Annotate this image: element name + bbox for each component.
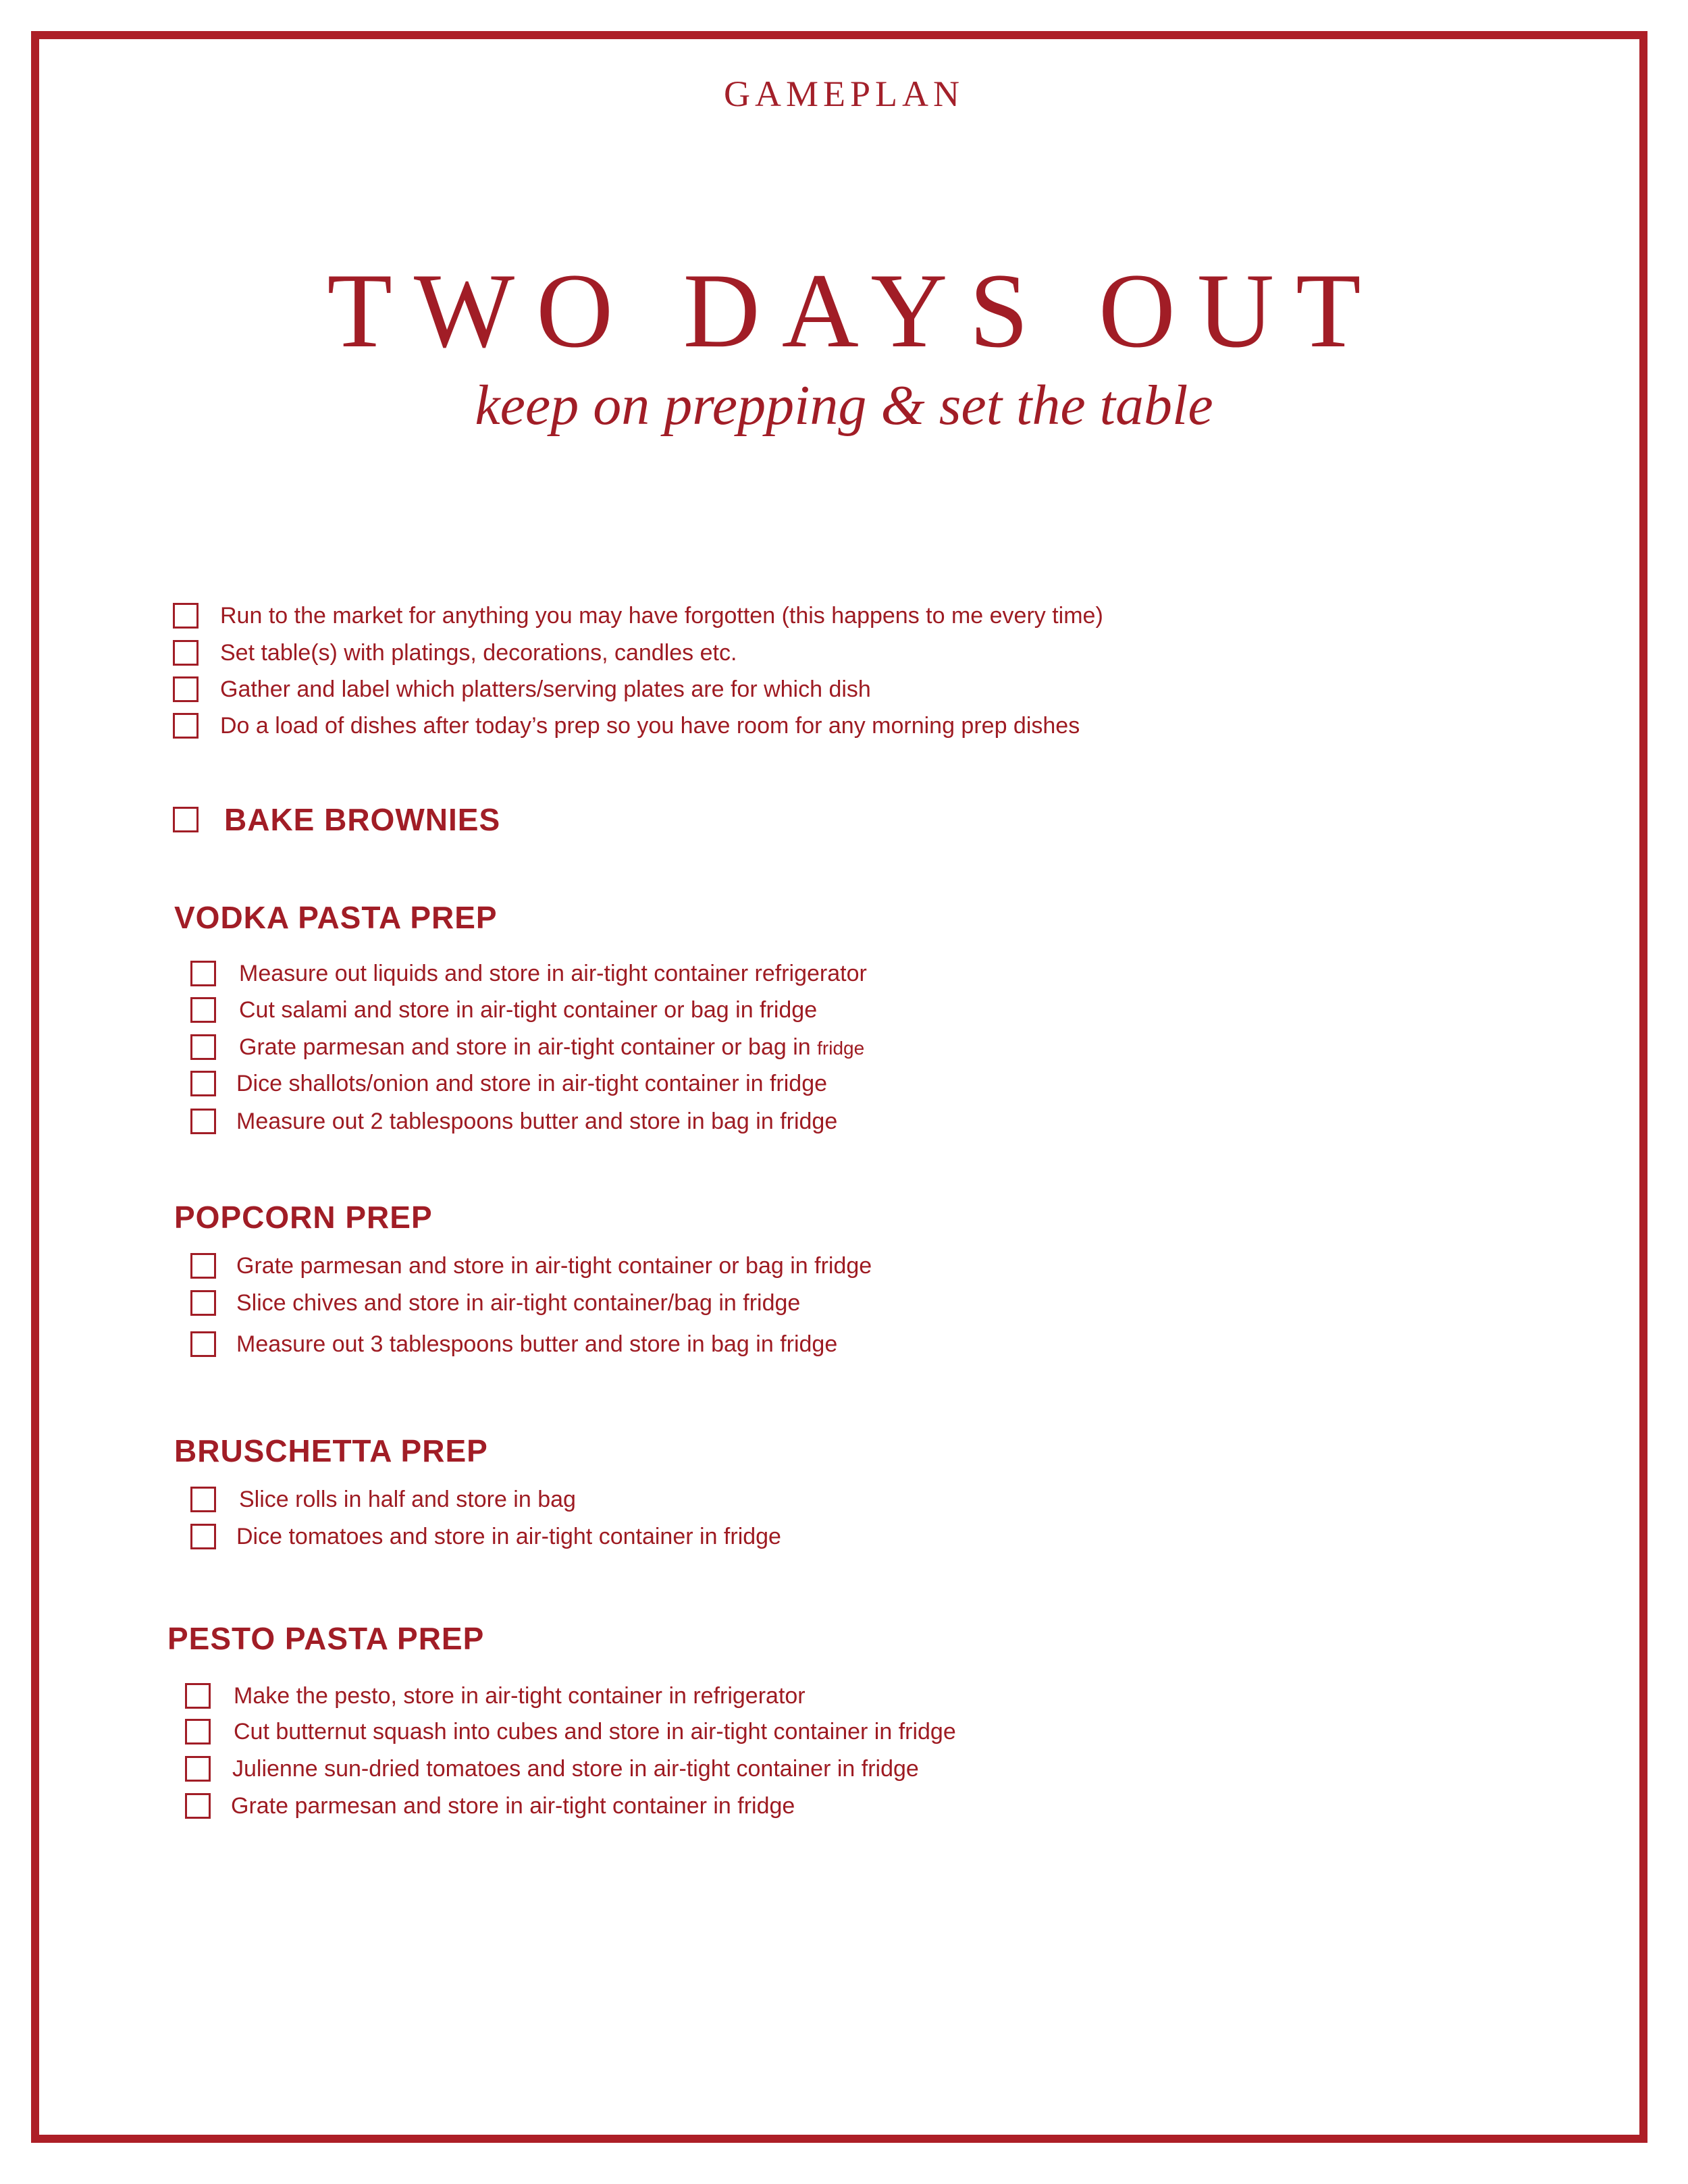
task-label: Cut butternut squash into cubes and store in air-tight container in fridge xyxy=(234,1719,956,1744)
task-label: Slice chives and store in air-tight container/bag in fridge xyxy=(236,1290,801,1316)
task-label: Measure out liquids and store in air-tight container refrigerator xyxy=(239,961,867,986)
section-heading-pesto-pasta: PESTO PASTA PREP xyxy=(167,1621,485,1656)
task-label: Gather and label which platters/serving plates are for which dish xyxy=(220,676,871,702)
pesto-task-row[interactable] xyxy=(185,1681,806,1711)
task-label: Measure out 2 tablespoons butter and store in bag in fridge xyxy=(236,1109,838,1134)
vodka-task-row[interactable] xyxy=(190,995,817,1025)
vodka-task-row[interactable] xyxy=(190,1107,837,1136)
task-label-text: Grate parmesan and store in air-tight container or bag in xyxy=(239,1034,818,1060)
task-checkbox[interactable] xyxy=(185,1719,211,1744)
vodka-task-row[interactable] xyxy=(190,1069,827,1098)
task-checkbox[interactable] xyxy=(190,1331,216,1357)
popcorn-task-row[interactable] xyxy=(190,1288,800,1318)
vodka-task-row[interactable] xyxy=(190,1032,864,1062)
task-label: Julienne sun-dried tomatoes and store in air-tight container in fridge xyxy=(232,1756,919,1782)
task-label: Grate parmesan and store in air-tight container in fridge xyxy=(231,1793,795,1819)
task-row[interactable] xyxy=(173,638,737,668)
bake-brownies-row[interactable] xyxy=(173,802,501,837)
task-label xyxy=(239,1036,864,1059)
task-checkbox[interactable] xyxy=(185,1793,211,1819)
task-checkbox[interactable] xyxy=(190,1290,216,1316)
task-label-suffix: fridge xyxy=(817,1038,865,1059)
task-checkbox[interactable] xyxy=(173,640,199,666)
page-title: TWO DAYS OUT xyxy=(327,252,1383,370)
vodka-task-row[interactable] xyxy=(190,959,867,988)
task-label: Dice tomatoes and store in air-tight container in fridge xyxy=(236,1524,781,1549)
task-label: Set table(s) with platings, decorations, candles etc. xyxy=(220,640,737,666)
task-checkbox[interactable] xyxy=(185,1683,211,1709)
task-checkbox[interactable] xyxy=(173,713,199,739)
task-label: Make the pesto, store in air-tight container in refrigerator xyxy=(234,1683,806,1709)
task-checkbox[interactable] xyxy=(190,1524,216,1549)
task-checkbox[interactable] xyxy=(190,1034,216,1060)
section-heading-bruschetta: BRUSCHETTA PREP xyxy=(174,1433,488,1468)
pesto-task-row[interactable] xyxy=(185,1791,795,1821)
task-row[interactable] xyxy=(173,711,1080,741)
task-label: Cut salami and store in air-tight container or bag in fridge xyxy=(239,997,818,1023)
task-checkbox[interactable] xyxy=(190,1109,216,1134)
task-label: Measure out 3 tablespoons butter and store in bag in fridge xyxy=(236,1331,838,1357)
task-label: Do a load of dishes after today’s prep so you have room for any morning prep dishes xyxy=(220,713,1080,739)
section-heading-vodka-pasta: VODKA PASTA PREP xyxy=(174,900,498,935)
task-label: Grate parmesan and store in air-tight container or bag in fridge xyxy=(236,1253,872,1279)
task-label: Dice shallots/onion and store in air-tight container in fridge xyxy=(236,1071,828,1096)
task-label: Slice rolls in half and store in bag xyxy=(239,1487,576,1512)
task-checkbox[interactable] xyxy=(190,997,216,1023)
task-row[interactable] xyxy=(173,601,1103,631)
bruschetta-task-row[interactable] xyxy=(190,1522,781,1551)
task-checkbox[interactable] xyxy=(185,1756,211,1782)
task-checkbox[interactable] xyxy=(190,1253,216,1279)
bake-brownies-checkbox[interactable] xyxy=(173,807,199,832)
task-checkbox[interactable] xyxy=(173,603,199,629)
task-checkbox[interactable] xyxy=(190,1071,216,1096)
section-heading-popcorn: POPCORN PREP xyxy=(174,1200,433,1235)
pesto-task-row[interactable] xyxy=(185,1754,919,1784)
brand-title: GAMEPLAN xyxy=(723,74,964,114)
bake-brownies-label: BAKE BROWNIES xyxy=(224,802,501,837)
bruschetta-task-row[interactable] xyxy=(190,1485,576,1514)
task-checkbox[interactable] xyxy=(190,1487,216,1512)
page-subtitle: keep on prepping & set the table xyxy=(475,374,1213,437)
task-row[interactable] xyxy=(173,674,871,704)
task-label: Run to the market for anything you may have forgotten (this happens to me every time) xyxy=(220,603,1103,629)
popcorn-task-row[interactable] xyxy=(190,1329,837,1359)
pesto-task-row[interactable] xyxy=(185,1717,956,1747)
task-checkbox[interactable] xyxy=(190,961,216,986)
popcorn-task-row[interactable] xyxy=(190,1251,872,1281)
task-checkbox[interactable] xyxy=(173,676,199,702)
